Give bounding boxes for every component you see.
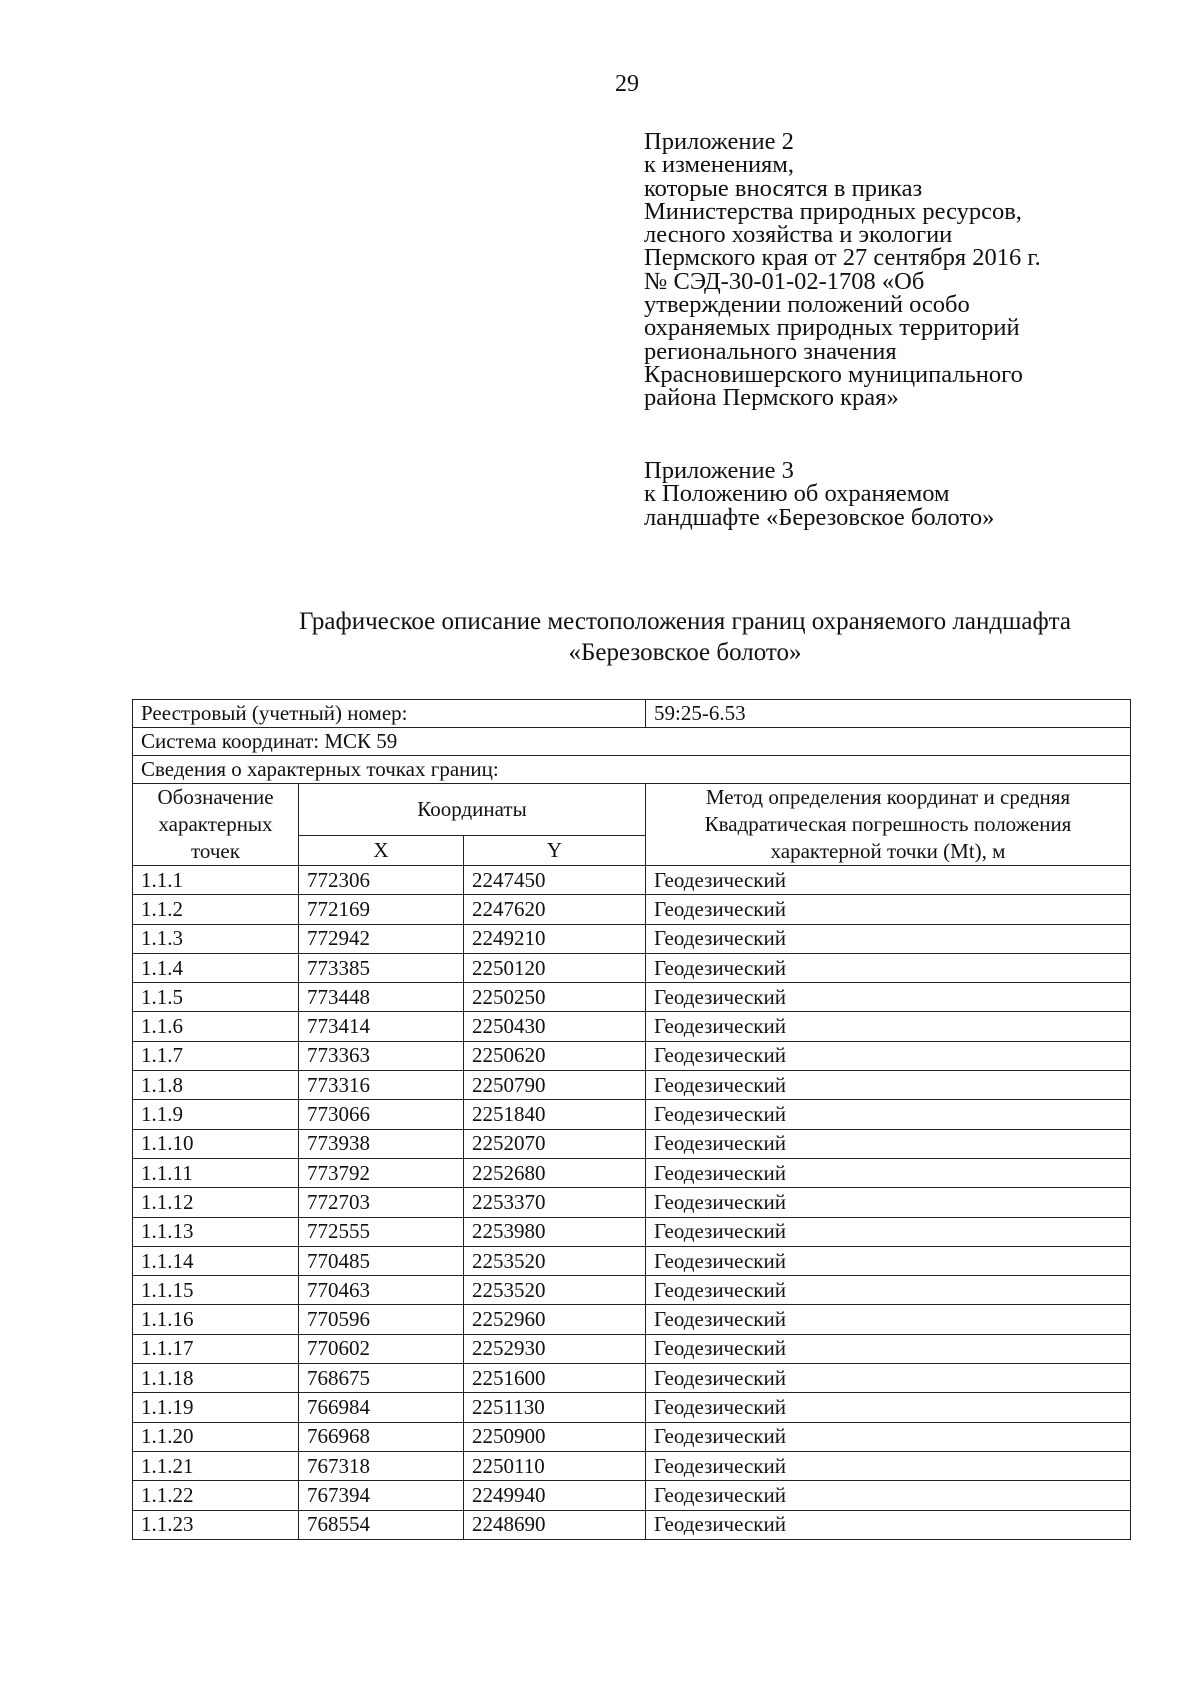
- cell-method: Геодезический: [646, 1100, 1131, 1129]
- cell-point: 1.1.11: [133, 1158, 299, 1187]
- cell-y: 2250620: [464, 1041, 646, 1070]
- table-row: [133, 1481, 1131, 1510]
- table-row: [133, 1100, 1131, 1129]
- points-info-row: [133, 756, 1131, 784]
- cell-point: 1.1.1: [133, 866, 299, 895]
- cell-point: 1.1.7: [133, 1041, 299, 1070]
- cell-method: Геодезический: [646, 895, 1131, 924]
- cell-x: 773938: [299, 1129, 464, 1158]
- cell-point: 1.1.22: [133, 1481, 299, 1510]
- column-header-point: Обозначение характерных точек: [133, 784, 299, 866]
- annex-2-line: Приложение 2: [644, 128, 794, 155]
- cell-y: 2250250: [464, 983, 646, 1012]
- table-row: [133, 924, 1131, 953]
- cell-method: Геодезический: [646, 1012, 1131, 1041]
- cell-y: 2253980: [464, 1217, 646, 1246]
- table-row: [133, 1012, 1131, 1041]
- cell-y: 2251600: [464, 1364, 646, 1393]
- cell-y: 2251130: [464, 1393, 646, 1422]
- cell-y: 2248690: [464, 1510, 646, 1539]
- boundary-points-table: [132, 699, 1131, 1540]
- table-row: [133, 1451, 1131, 1480]
- cell-x: 772306: [299, 866, 464, 895]
- cell-y: 2250900: [464, 1422, 646, 1451]
- cell-method: Геодезический: [646, 1305, 1131, 1334]
- annex-3-line: к Положению об охраняемом: [644, 480, 950, 508]
- cell-point: 1.1.15: [133, 1276, 299, 1305]
- cell-point: 1.1.19: [133, 1393, 299, 1422]
- cell-y: 2253520: [464, 1246, 646, 1275]
- cell-method: Геодезический: [646, 1158, 1131, 1187]
- document-title-line-1: Графическое описание местоположения границ охраняемого ландшафта: [299, 608, 1071, 635]
- table-row: [133, 895, 1131, 924]
- cell-y: 2247450: [464, 866, 646, 895]
- annex-3-line: Приложение 3: [644, 457, 794, 484]
- annex-3-line: ландшафте «Березовское болото»: [644, 503, 995, 531]
- cell-method: Геодезический: [646, 1129, 1131, 1158]
- table-row: [133, 866, 1131, 895]
- cell-point: 1.1.13: [133, 1217, 299, 1246]
- cell-x: 767318: [299, 1451, 464, 1480]
- cell-method: Геодезический: [646, 983, 1131, 1012]
- cell-method: Геодезический: [646, 1246, 1131, 1275]
- cell-y: 2252070: [464, 1129, 646, 1158]
- table-row: [133, 1305, 1131, 1334]
- cell-y: 2249940: [464, 1481, 646, 1510]
- cell-y: 2250430: [464, 1012, 646, 1041]
- cell-point: 1.1.18: [133, 1364, 299, 1393]
- cell-point: 1.1.16: [133, 1305, 299, 1334]
- annex-2-line: к изменениям,: [644, 151, 794, 179]
- cell-x: 772169: [299, 895, 464, 924]
- cell-y: 2253520: [464, 1276, 646, 1305]
- cell-x: 770596: [299, 1305, 464, 1334]
- cell-point: 1.1.3: [133, 924, 299, 953]
- table-row: [133, 1422, 1131, 1451]
- cell-point: 1.1.12: [133, 1188, 299, 1217]
- cell-y: 2252960: [464, 1305, 646, 1334]
- table-row: [133, 1246, 1131, 1275]
- annex-2-line: регионального значения: [644, 337, 897, 365]
- cell-point: 1.1.21: [133, 1451, 299, 1480]
- cell-x: 772555: [299, 1217, 464, 1246]
- table-header-row: [133, 784, 1131, 836]
- cell-x: 772703: [299, 1188, 464, 1217]
- cell-x: 770602: [299, 1334, 464, 1363]
- column-header-x: X: [299, 835, 464, 866]
- cell-method: Геодезический: [646, 1071, 1131, 1100]
- cell-y: 2250110: [464, 1451, 646, 1480]
- cell-x: 773792: [299, 1158, 464, 1187]
- cell-method: Геодезический: [646, 1276, 1131, 1305]
- cell-point: 1.1.6: [133, 1012, 299, 1041]
- cell-method: Геодезический: [646, 953, 1131, 982]
- table-row: [133, 1129, 1131, 1158]
- cell-y: 2253370: [464, 1188, 646, 1217]
- cell-point: 1.1.23: [133, 1510, 299, 1539]
- table-row: [133, 1334, 1131, 1363]
- column-header-y: Y: [464, 835, 646, 866]
- cell-method: Геодезический: [646, 1422, 1131, 1451]
- cell-method: Геодезический: [646, 1451, 1131, 1480]
- annex-2-line: Красновишерского муниципального: [644, 360, 1023, 388]
- cell-point: 1.1.10: [133, 1129, 299, 1158]
- points-info: Сведения о характерных точках границ:: [133, 756, 1131, 784]
- registry-value: 59:25-6.53: [646, 700, 1131, 728]
- cell-x: 768554: [299, 1510, 464, 1539]
- cell-y: 2249210: [464, 924, 646, 953]
- annex-2-header: [644, 130, 1164, 410]
- coord-system-row: [133, 728, 1131, 756]
- annex-2-line: утверждении положений особо: [644, 291, 970, 319]
- page-number: 29: [615, 71, 639, 97]
- table-row: [133, 1393, 1131, 1422]
- cell-method: Геодезический: [646, 1510, 1131, 1539]
- cell-x: 766984: [299, 1393, 464, 1422]
- cell-point: 1.1.5: [133, 983, 299, 1012]
- table-row: [133, 1364, 1131, 1393]
- annex-2-line: охраняемых природных территорий: [644, 314, 1020, 342]
- cell-method: Геодезический: [646, 1041, 1131, 1070]
- document-title: [120, 606, 1200, 668]
- table-body: [133, 866, 1131, 1540]
- cell-x: 773316: [299, 1071, 464, 1100]
- column-header-method: Метод определения координат и средняя Квадратическая погрешность положения характерной точки (Mt), м: [646, 784, 1131, 866]
- cell-method: Геодезический: [646, 866, 1131, 895]
- column-header-coordinates: Координаты: [299, 784, 646, 836]
- table-row: [133, 1276, 1131, 1305]
- cell-point: 1.1.17: [133, 1334, 299, 1363]
- cell-method: Геодезический: [646, 1217, 1131, 1246]
- annex-3-header: [644, 459, 1164, 529]
- cell-point: 1.1.4: [133, 953, 299, 982]
- cell-x: 773448: [299, 983, 464, 1012]
- annex-2-line: лесного хозяйства и экологии: [644, 221, 953, 249]
- cell-y: 2252930: [464, 1334, 646, 1363]
- annex-2-line: Пермского края от 27 сентября 2016 г.: [644, 244, 1041, 272]
- cell-x: 773385: [299, 953, 464, 982]
- cell-x: 767394: [299, 1481, 464, 1510]
- cell-x: 768675: [299, 1364, 464, 1393]
- table-row: [133, 983, 1131, 1012]
- cell-x: 770485: [299, 1246, 464, 1275]
- registry-label: Реестровый (учетный) номер:: [133, 700, 646, 728]
- table-row: [133, 1217, 1131, 1246]
- cell-method: Геодезический: [646, 924, 1131, 953]
- cell-x: 773363: [299, 1041, 464, 1070]
- cell-method: Геодезический: [646, 1364, 1131, 1393]
- table-row: [133, 1158, 1131, 1187]
- cell-y: 2252680: [464, 1158, 646, 1187]
- table-row: [133, 1041, 1131, 1070]
- cell-method: Геодезический: [646, 1393, 1131, 1422]
- table-row: [133, 1188, 1131, 1217]
- cell-method: Геодезический: [646, 1188, 1131, 1217]
- coord-system: Система координат: МСК 59: [133, 728, 1131, 756]
- cell-y: 2251840: [464, 1100, 646, 1129]
- table-row: [133, 1071, 1131, 1100]
- document-title-line-2: «Березовское болото»: [568, 639, 802, 666]
- cell-x: 766968: [299, 1422, 464, 1451]
- annex-2-line: Министерства природных ресурсов,: [644, 197, 1022, 225]
- cell-y: 2250120: [464, 953, 646, 982]
- annex-2-line: района Пермского края»: [644, 384, 899, 412]
- cell-x: 773066: [299, 1100, 464, 1129]
- cell-y: 2247620: [464, 895, 646, 924]
- cell-x: 770463: [299, 1276, 464, 1305]
- cell-point: 1.1.14: [133, 1246, 299, 1275]
- cell-point: 1.1.2: [133, 895, 299, 924]
- annex-2-line: № СЭД-30-01-02-1708 «Об: [644, 267, 925, 295]
- cell-method: Геодезический: [646, 1481, 1131, 1510]
- cell-point: 1.1.9: [133, 1100, 299, 1129]
- cell-x: 773414: [299, 1012, 464, 1041]
- table-row: [133, 1510, 1131, 1539]
- annex-2-line: которые вносятся в приказ: [644, 174, 923, 202]
- cell-y: 2250790: [464, 1071, 646, 1100]
- cell-point: 1.1.8: [133, 1071, 299, 1100]
- registry-row: [133, 700, 1131, 728]
- cell-point: 1.1.20: [133, 1422, 299, 1451]
- table-row: [133, 953, 1131, 982]
- cell-x: 772942: [299, 924, 464, 953]
- cell-method: Геодезический: [646, 1334, 1131, 1363]
